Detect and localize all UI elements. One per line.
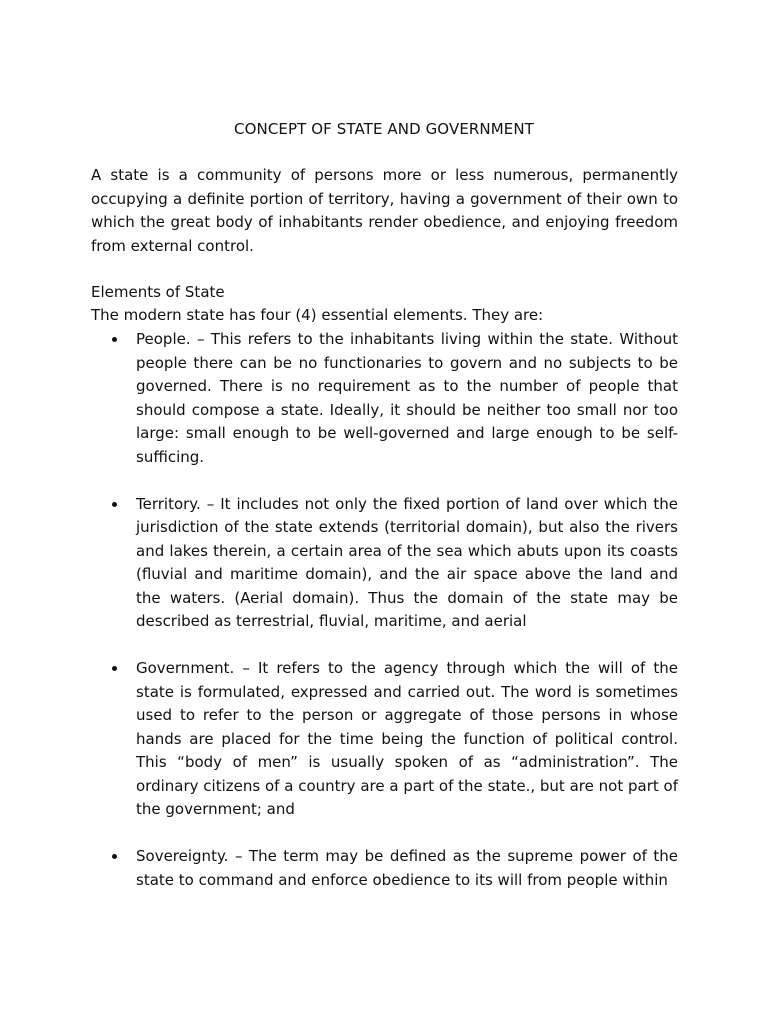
bullet-icon: [112, 854, 117, 859]
section-heading: Elements of State: [91, 283, 225, 301]
bullet-icon: [112, 666, 117, 671]
list-item-text: People. – This refers to the inhabitants living within the state. Without people there can be no functionaries to govern and no subjects to be governed. There is no requirement as to the number of people that should compose a state. Ideally, it should be neither too small nor too large: small enough to be well-governed and large enough to be self-sufficing.: [136, 330, 678, 466]
section-lead: The modern state has four (4) essential elements. They are:: [91, 306, 544, 324]
bullet-icon: [112, 337, 117, 342]
bullet-icon: [112, 502, 117, 507]
list-item-territory: [110, 493, 678, 634]
list-item-text: Sovereignty. – The term may be defined as the supreme power of the state to command and enforce obedience to its will from people within: [136, 847, 678, 889]
list-item-sovereignty: [110, 845, 678, 892]
list-item-government: [110, 657, 678, 822]
intro-paragraph: A state is a community of persons more or less numerous, permanently occupying a definite portion of territory, having a government of their own to which the great body of inhabitants render obedience, and enjoying freedom from external control.: [91, 166, 678, 255]
document-title: CONCEPT OF STATE AND GOVERNMENT: [234, 120, 534, 138]
elements-list: [110, 328, 678, 916]
list-item-text: Government. – It refers to the agency through which the will of the state is formulated, expressed and carried out. The word is sometimes used to refer to the person or aggregate of those persons in whose hands are placed for the time being the function of political control. This “body of men” is usually spoken of as “administration”. The ordinary citizens of a country are a part of the state., but are not part of the government; and: [136, 659, 678, 818]
list-item-people: [110, 328, 678, 469]
list-item-text: Territory. – It includes not only the fixed portion of land over which the jurisdiction of the state extends (territorial domain), but also the rivers and lakes therein, a certain area of the sea which abuts upon its coasts (fluvial and maritime domain), and the air space above the land and the waters. (Aerial domain). Thus the domain of the state may be described as terrestrial, fluvial, maritime, and aerial: [136, 494, 678, 630]
